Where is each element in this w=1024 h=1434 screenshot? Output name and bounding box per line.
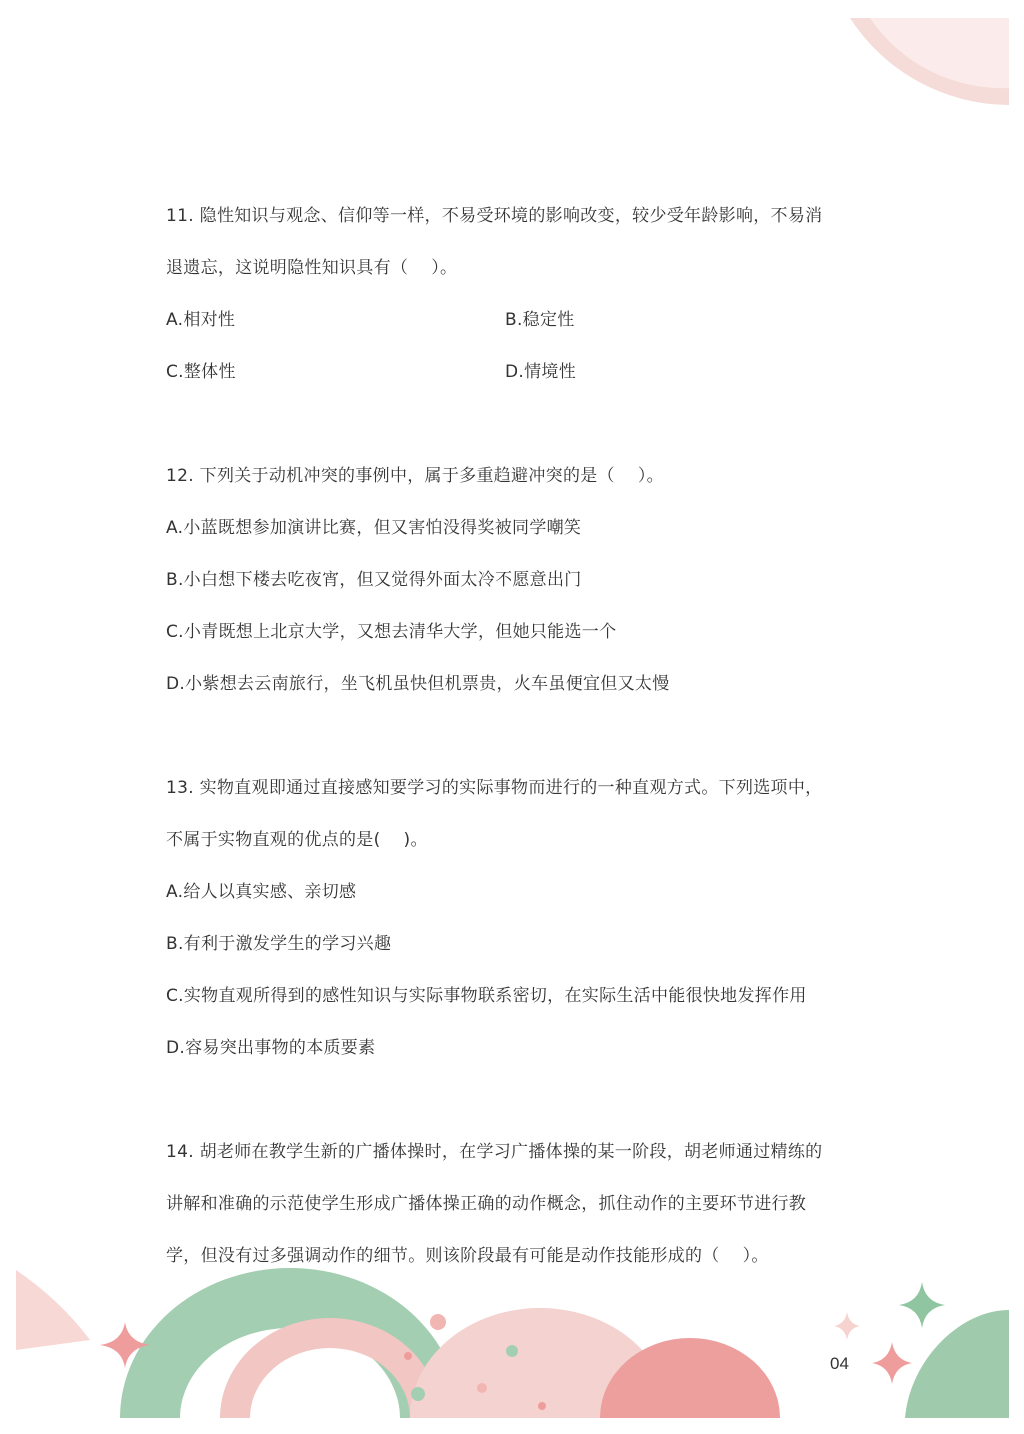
question-11-option-d: D.情境性 (505, 362, 576, 382)
sparkle-icon-pink-right (872, 1342, 912, 1384)
question-12-stem-line-1: 12. 下列关于动机冲突的事例中，属于多重趋避冲突的是（ ）。 (166, 466, 664, 486)
question-12-option-d: D.小紫想去云南旅行，坐飞机虽快但机票贵，火车虽便宜但又太慢 (166, 674, 670, 694)
question-14-stem-line-3: 学，但没有过多强调动作的细节。则该阶段最有可能是动作技能形成的（ ）。 (166, 1246, 769, 1266)
dot (358, 1308, 366, 1316)
question-14-stem-line-2: 讲解和准确的示范使学生形成广播体操正确的动作概念，抓住动作的主要环节进行教 (166, 1194, 807, 1214)
question-11-option-b: B.稳定性 (505, 310, 575, 330)
dot (477, 1383, 487, 1393)
dot (506, 1345, 518, 1357)
question-11-stem-line-2: 退遗忘，这说明隐性知识具有（ ）。 (166, 258, 458, 278)
question-12-option-b: B.小白想下楼去吃夜宵，但又觉得外面太冷不愿意出门 (166, 570, 582, 590)
dot (538, 1402, 546, 1410)
dot (404, 1352, 412, 1360)
question-13-option-c: C.实物直观所得到的感性知识与实际事物联系密切，在实际生活中能很快地发挥作用 (166, 986, 807, 1006)
question-11-option-c: C.整体性 (166, 362, 236, 382)
question-13-stem-line-1: 13. 实物直观即通过直接感知要学习的实际事物而进行的一种直观方式。下列选项中， (166, 778, 823, 798)
dot (430, 1314, 446, 1330)
sparkle-icon-light (834, 1312, 860, 1340)
question-14-stem-line-1: 14. 胡老师在教学生新的广播体操时，在学习广播体操的某一阶段，胡老师通过精练的 (166, 1142, 823, 1162)
page-number: 04 (830, 1354, 849, 1373)
question-11-option-a: A.相对性 (166, 310, 236, 330)
question-11-stem-line-1: 11. 隐性知识与观念、信仰等一样，不易受环境的影响改变，较少受年龄影响，不易消 (166, 206, 823, 226)
question-13-stem-line-2: 不属于实物直观的优点的是( )。 (166, 830, 428, 850)
dot (411, 1387, 425, 1401)
decorative-shape-bottom-right (905, 1310, 1009, 1418)
question-13-option-d: D.容易突出事物的本质要素 (166, 1038, 376, 1058)
decorative-arc-bottom-left (16, 1270, 90, 1350)
question-12-option-c: C.小青既想上北京大学，又想去清华大学，但她只能选一个 (166, 622, 617, 642)
sparkle-icon-green-right (899, 1282, 945, 1328)
question-13-option-b: B.有利于激发学生的学习兴趣 (166, 934, 392, 954)
question-12-option-a: A.小蓝既想参加演讲比赛，但又害怕没得奖被同学嘲笑 (166, 518, 582, 538)
question-13-option-a: A.给人以真实感、亲切感 (166, 882, 357, 902)
